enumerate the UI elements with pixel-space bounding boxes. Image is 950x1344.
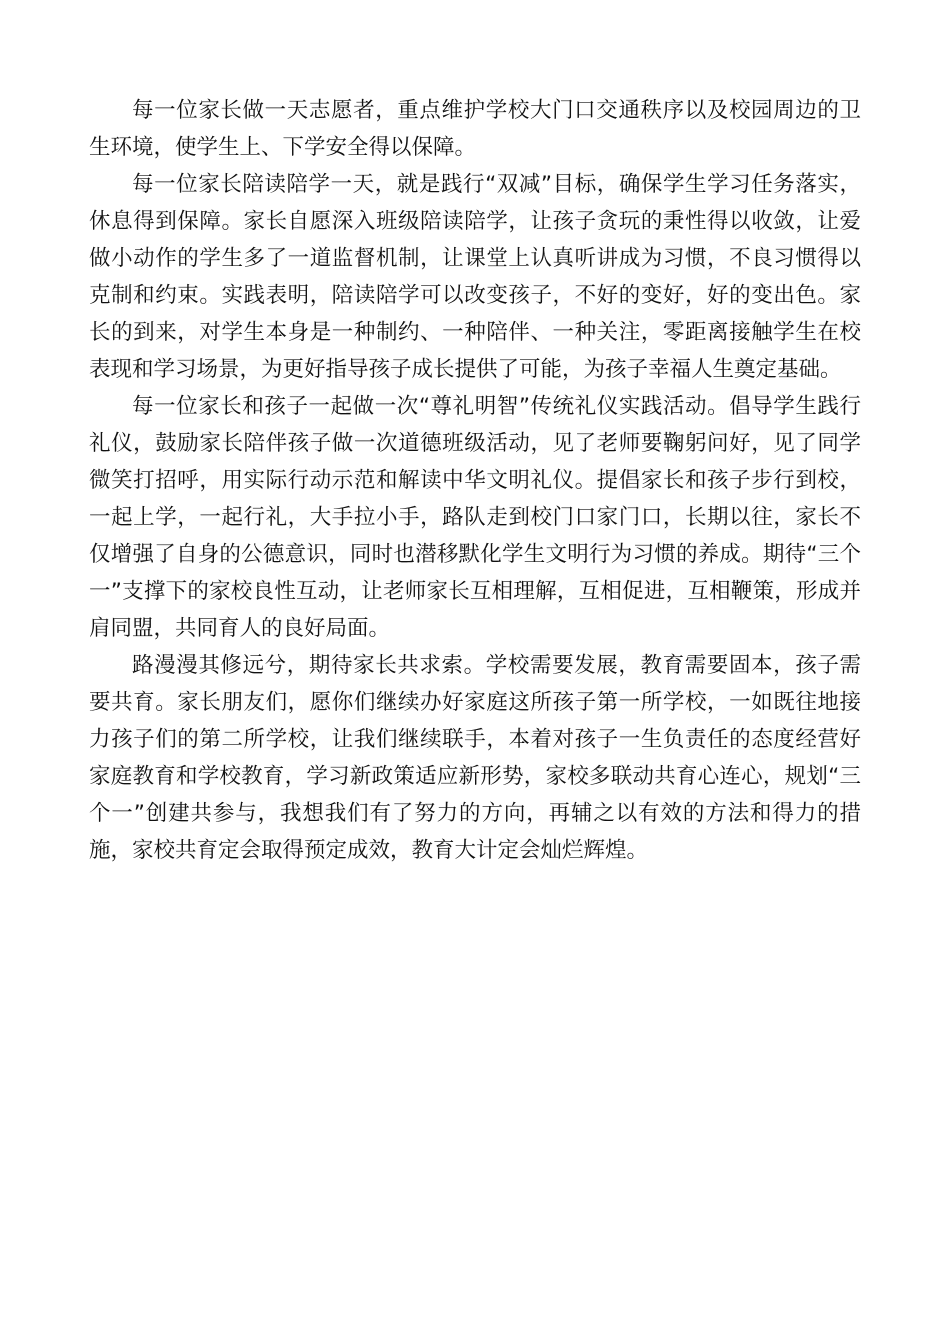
- paragraph-etiquette-practice: 每一位家长和孩子一起做一次“尊礼明智”传统礼仪实践活动。倡导学生践行礼仪，鼓励家长陪伴孩子做一次道德班级活动，见了老师要鞠躬问好，见了同学微笑打招呼，用实际行动示范和解读中华文明礼仪。提倡家长和孩子步行到校，一起上学，一起行礼，大手拉小手，路队走到校门口家门口，长期以往，家长不仅增强了自身的公德意识，同时也潜移默化学生文明行为习惯的养成。期待“三个一”支撑下的家校良性互动，让老师家长互相理解，互相促进，互相鞭策，形成并肩同盟，共同育人的良好局面。: [89, 394, 861, 641]
- document-body: [89, 92, 861, 869]
- paragraph-conclusion: 路漫漫其修远兮，期待家长共求索。学校需要发展，教育需要固本，孩子需要共育。家长朋友们，愿你们继续办好家庭这所孩子第一所学校，一如既往地接力孩子们的第二所学校，让我们继续联手，本着对孩子一生负责任的态度经营好家庭教育和学校教育，学习新政策适应新形势，家校多联动共育心连心，规划“三个一”创建共参与，我想我们有了努力的方向，再辅之以有效的方法和得力的措施，家校共育定会取得预定成效，教育大计定会灿烂辉煌。: [89, 653, 861, 863]
- paragraph-volunteer: 每一位家长做一天志愿者，重点维护学校大门口交通秩序以及校园周边的卫生环境，使学生上、下学安全得以保障。: [89, 98, 861, 160]
- paragraph-accompany-study: 每一位家长陪读陪学一天，就是践行“双减”目标，确保学生学习任务落实，休息得到保障。家长自愿深入班级陪读陪学，让孩子贪玩的秉性得以收敛，让爱做小动作的学生多了一道监督机制，让课堂上认真听讲成为习惯，不良习惯得以克制和约束。实践表明，陪读陪学可以改变孩子，不好的变好，好的变出色。家长的到来，对学生本身是一种制约、一种陪伴、一种关注，零距离接触学生在校表现和学习场景，为更好指导孩子成长提供了可能，为孩子幸福人生奠定基础。: [89, 172, 861, 382]
